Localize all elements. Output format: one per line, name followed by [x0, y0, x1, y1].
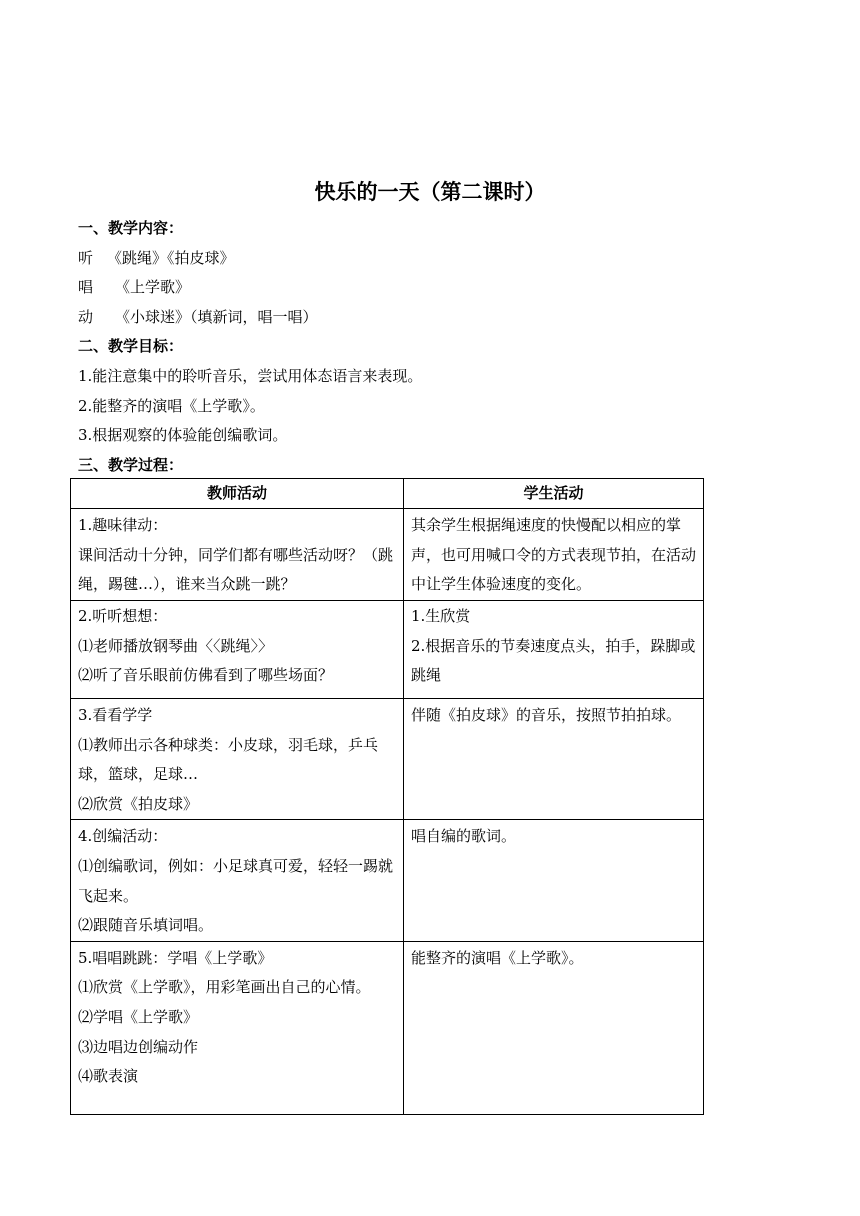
teacher-cell	[71, 601, 404, 699]
content-sing-text: 《上学歌》	[115, 278, 191, 297]
cell-line: ⑵欣赏《拍皮球》	[78, 794, 199, 813]
cell-line: 2.听听想想：	[78, 607, 168, 625]
content-sing-verb: 唱	[78, 278, 94, 297]
goal-item: 3.根据观察的体验能创编歌词。	[78, 426, 288, 445]
cell-line: 其余学生根据绳速度的快慢配以相应的掌声，也可用喊口令的方式表现节拍，在活动中让学生体验速度的变化。	[411, 516, 697, 594]
cell-line: 唱自编的歌词。	[411, 827, 517, 846]
section-heading-content: 一、教学内容：	[78, 219, 184, 237]
lesson-outline	[78, 214, 718, 480]
teacher-cell	[71, 820, 404, 941]
goal-item: 2.能整齐的演唱《上学歌》。	[78, 396, 265, 415]
cell-line: ⑷歌表演	[78, 1067, 139, 1086]
header-student-activity: 学生活动	[404, 479, 704, 509]
cell-line: 5.唱唱跳跳：学唱《上学歌》	[78, 948, 273, 967]
student-cell	[404, 699, 704, 820]
cell-line: ⑴创编歌词，例如：小足球真可爱，轻轻一踢就飞起来。	[78, 856, 394, 905]
teacher-cell	[71, 699, 404, 820]
student-cell	[404, 601, 704, 699]
cell-line: ⑴欣赏《上学歌》，用彩笔画出自己的心情。	[78, 978, 371, 997]
cell-line: ⑵听了音乐眼前仿佛看到了哪些场面？	[78, 666, 334, 685]
table-row	[71, 601, 704, 699]
cell-line: 4.创编活动：	[78, 827, 168, 846]
table-row	[71, 941, 704, 1114]
teacher-cell	[71, 509, 404, 601]
teacher-cell	[71, 941, 404, 1114]
content-move-verb: 动	[78, 307, 94, 326]
cell-line: ⑵跟随音乐填词唱。	[78, 916, 214, 935]
section-heading-process: 三、教学过程：	[78, 455, 184, 474]
section-heading-goals: 二、教学目标：	[78, 337, 184, 356]
student-cell	[404, 509, 704, 601]
cell-line: 课间活动十分钟，同学们都有哪些活动呀？（跳绳，踢毽…），谁来当众跳一跳？	[78, 545, 394, 594]
cell-line: ⑵学唱《上学歌》	[78, 1007, 199, 1026]
activity-table	[70, 478, 704, 1115]
content-listen	[78, 244, 718, 274]
cell-line: 1.趣味律动：	[78, 516, 168, 534]
content-listen-text: 《跳绳》《拍皮球》	[107, 248, 235, 267]
table-row	[71, 820, 704, 941]
cell-line: 伴随《拍皮球》的音乐，按照节拍拍球。	[411, 706, 682, 724]
table-row	[71, 509, 704, 601]
page-title: 快乐的一天（第二课时）	[314, 180, 546, 204]
cell-line: ⑶边唱边创编动作	[78, 1037, 199, 1056]
table-header-row	[71, 479, 704, 509]
cell-line: ⑴教师出示各种球类：小皮球，羽毛球，乒乓球，篮球，足球…	[78, 735, 379, 784]
table-row	[71, 699, 704, 820]
student-cell	[404, 941, 704, 1114]
cell-line: 能整齐的演唱《上学歌》。	[411, 948, 584, 967]
cell-line: 1.生欣赏	[411, 607, 471, 625]
content-move-text: 《小球迷》（填新词，唱一唱）	[115, 307, 318, 326]
student-cell	[404, 820, 704, 941]
cell-line: ⑴老师播放钢琴曲〈〈跳绳〉〉	[78, 636, 274, 655]
content-listen-verb: 听	[78, 248, 94, 267]
goal-item: 1.能注意集中的聆听音乐，尝试用体态语言来表现。	[78, 366, 423, 385]
header-teacher-activity: 教师活动	[71, 479, 404, 509]
cell-line: 2.根据音乐的节奏速度点头，拍手，跺脚或跳绳	[411, 636, 696, 685]
cell-line: 3.看看学学	[78, 706, 153, 724]
content-move	[78, 303, 718, 333]
content-sing	[78, 273, 718, 303]
